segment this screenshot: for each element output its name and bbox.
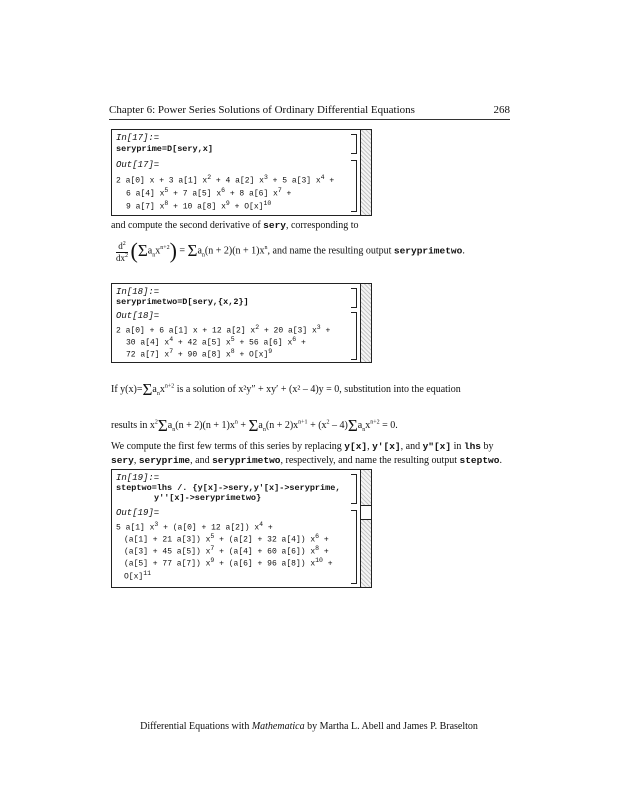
- input-code[interactable]: seryprime=D[sery,x]: [116, 144, 213, 154]
- output-line: 2 a[0] + 6 a[1] x + 12 a[2] $x^2 + 20$ a[3] $x^3$ +: [116, 324, 331, 336]
- equation-second-derivative: $\frac{d^2}{dx^2} (\Sigma a_nx^{n+2}) = \Sigma a_n(n + 2)(n + 1)x^n$, and name the resulting output seryprimetwo.: [116, 238, 465, 263]
- cell-bracket-out[interactable]: [351, 160, 357, 212]
- cell-bracket-out[interactable]: [351, 312, 357, 360]
- page-footer: Differential Equations with Mathematica by Martha L. Abell and James P. Braselton: [140, 721, 478, 732]
- input-label: In[19]:=: [116, 473, 160, 483]
- output-line: (a[1] + 21 a[3]) $x^5 + (a[2] + 32$ a[4]) $x^6$ +: [124, 533, 329, 545]
- output-line: 2 a[0] x + 3 a[1] $x^2 + 4$ a[2] $x^3 + 5$ a[3] $x^4$ +: [116, 174, 335, 186]
- cell-bracket-out[interactable]: [351, 510, 357, 584]
- output-label: Out[18]=: [116, 311, 160, 321]
- input-code[interactable]: steptwo=lhs /. {y[x]->sery,y'[x]->seryprime,: [116, 483, 341, 493]
- running-header: [109, 103, 510, 120]
- scrollbar[interactable]: [360, 284, 371, 362]
- output-line: 30 a[4] $x^4 + 42$ a[5] $x^5 + 56$ a[6] $x^6$ +: [126, 336, 306, 348]
- output-line: 6 a[4] $x^5 + 7$ a[5] $x^6 + 8$ a[6] $x^7$ +: [126, 187, 292, 199]
- notebook-cell-18[interactable]: [111, 283, 372, 363]
- cell-bracket-in[interactable]: [351, 474, 357, 504]
- page-number: 268: [493, 104, 510, 116]
- equation-substitution: results in $x^2\Sigma a_n(n + 2)(n + 1)x^n + \Sigma a_n(n + 2)x^{n+1} + (x^2 - 4)\Sigma a_nx^{n+2} = 0$.: [111, 416, 398, 435]
- output-line: $O[x]^{11}$: [124, 570, 152, 582]
- output-label: Out[19]=: [116, 508, 160, 518]
- cell-bracket-in[interactable]: [351, 288, 357, 308]
- output-line: (a[3] + 45 a[5]) $x^7 + (a[4] + 60$ a[6]) $x^8$ +: [124, 545, 329, 557]
- output-line: (a[5] + 77 a[7]) $x^9 + (a[6] + 96$ a[8]) $x^{10}$ +: [124, 557, 333, 569]
- output-label: Out[17]=: [116, 160, 160, 170]
- scrollbar[interactable]: [360, 130, 371, 215]
- output-line: 72 a[7] $x^7 + 90$ a[8] $x^8 + O[x]^9$: [126, 348, 273, 360]
- cell-bracket-in[interactable]: [351, 134, 357, 154]
- input-label: In[18]:=: [116, 287, 160, 297]
- chapter-title: Chapter 6: Power Series Solutions of Ordinary Differential Equations: [109, 104, 415, 116]
- paragraph: If $y(x)=\Sigma a_nx^{n+2}$ is a solution of x²y″ + xy′ + (x² – 4)y = 0, substitution into the equation: [111, 380, 461, 399]
- paragraph: and compute the second derivative of sery, corresponding to: [111, 220, 359, 231]
- output-line: 5 a[1] $x^3 + (a[0] + 12$ a[2]) $x^4$ +: [116, 521, 273, 533]
- notebook-cell-19[interactable]: [111, 469, 372, 588]
- output-line: 9 a[7] $x^8 + 10$ a[8] $x^9 + O[x]^{10}$: [126, 200, 272, 212]
- paragraph: We compute the first few terms of this series by replacing y[x], y′[x], and y″[x] in lhs by sery, seryprime, and seryprimetwo, respectively, and name the resulting output steptwo.: [111, 441, 502, 466]
- input-code[interactable]: y''[x]->seryprimetwo}: [154, 493, 262, 503]
- cell-insertion-cursor[interactable]: [360, 505, 372, 520]
- notebook-cell-17[interactable]: [111, 129, 372, 216]
- input-code[interactable]: seryprimetwo=D[sery,{x,2}]: [116, 297, 249, 307]
- input-label: In[17]:=: [116, 133, 160, 143]
- scrollbar[interactable]: [360, 470, 371, 587]
